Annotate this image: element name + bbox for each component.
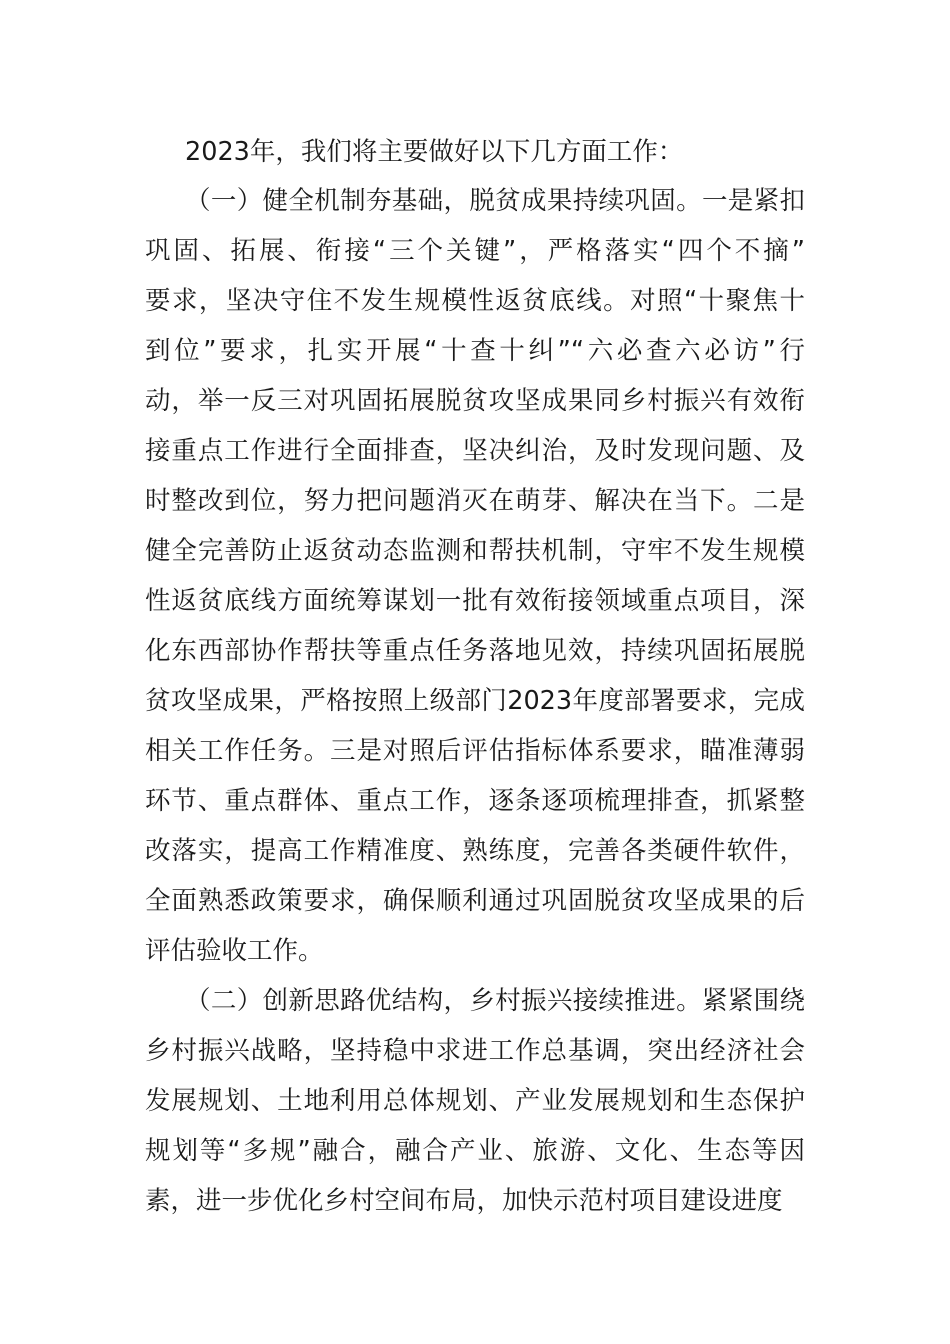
section-1-line: 改落实，提高工作精准度、熟练度，完善各类硬件软件， (145, 836, 805, 866)
section-1-line: 环节、重点群体、重点工作，逐条逐项梳理排查，抓紧整 (145, 786, 805, 816)
section-1-line: 要求，坚决守住不发生规模性返贫底线。对照“十聚焦十 (145, 286, 805, 316)
section-1-line: （一）健全机制夯基础，脱贫成果持续巩固。一是紧扣 (185, 186, 805, 216)
section-1-line: 评估验收工作。 (145, 936, 324, 966)
section-2-line: 发展规划、土地利用总体规划、产业发展规划和生态保护 (145, 1086, 805, 1116)
section-1-line: 健全完善防止返贫动态监测和帮扶机制，守牢不发生规模 (145, 536, 805, 566)
section-2-line: 乡村振兴战略，坚持稳中求进工作总基调，突出经济社会 (145, 1036, 805, 1066)
section-2-line: 规划等“多规”融合，融合产业、旅游、文化、生态等因 (145, 1136, 805, 1166)
section-1-line: 接重点工作进行全面排查，坚决纠治，及时发现问题、及 (145, 436, 805, 466)
section-1-line: 贫攻坚成果，严格按照上级部门2023年度部署要求，完成 (145, 686, 805, 716)
section-1-line: 性返贫底线方面统筹谋划一批有效衔接领域重点项目，深 (145, 586, 805, 616)
intro-line: 2023年，我们将主要做好以下几方面工作： (185, 137, 684, 167)
section-2-line: （二）创新思路优结构，乡村振兴接续推进。紧紧围绕 (185, 986, 805, 1016)
section-1-line: 动，举一反三对巩固拓展脱贫攻坚成果同乡村振兴有效衔 (145, 386, 805, 416)
section-1-line: 相关工作任务。三是对照后评估指标体系要求，瞄准薄弱 (145, 736, 805, 766)
section-1-line: 到位”要求，扎实开展“十查十纠”“六必查六必访”行 (145, 336, 805, 366)
section-1-line: 巩固、拓展、衔接“三个关键”，严格落实“四个不摘” (145, 236, 805, 266)
section-2-line: 素，进一步优化乡村空间布局，加快示范村项目建设进度 (145, 1186, 783, 1216)
section-1-line: 时整改到位，努力把问题消灭在萌芽、解决在当下。二是 (145, 486, 805, 516)
section-1-line: 全面熟悉政策要求，确保顺利通过巩固脱贫攻坚成果的后 (145, 886, 805, 916)
section-1-line: 化东西部协作帮扶等重点任务落地见效，持续巩固拓展脱 (145, 636, 805, 666)
